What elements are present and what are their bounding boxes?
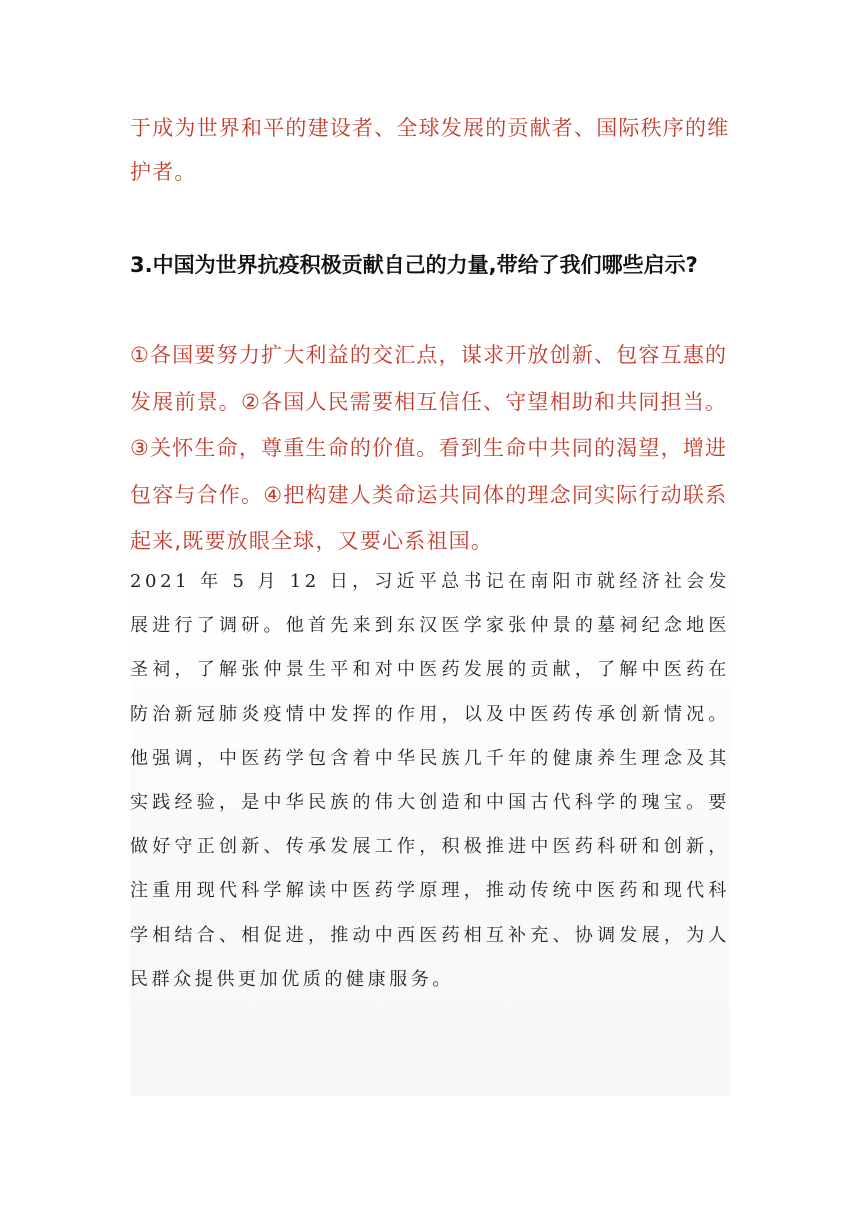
news-paragraph: 2021 年 5 月 12 日，习近平总书记在南阳市就经济社会发展进行了调研。他首先来到东汉医学家张仲景的墓祠纪念地医圣祠，了解张仲景生平和对中医药发展的贡献，了解中医药在防治新冠肺炎疫情中发挥的作用，以及中医药传承创新情况。他强调，中医药学包含着中华民族几千年的健康养生理念及其实践经验，是中华民族的伟大创造和中国古代科学的瑰宝。要做好守正创新、传承发展工作，积极推进中医药科研和创新，注重用现代科学解读中医药学原理，推动传统中医药和现代科学相结合、相促进，推动中西医药相互补充、协调发展，为人民群众提供更加优质的健康服务。 xyxy=(130,571,730,990)
previous-answer-continuation: 于成为世界和平的建设者、全球发展的贡献者、国际秩序的维护者。 xyxy=(130,116,730,184)
answer-paragraph: ①各国要努力扩大利益的交汇点，谋求开放创新、包容互惠的发展前景。②各国人民需要相互信任、守望相助和共同担当。③关怀生命，尊重生命的价值。看到生命中共同的渴望，增进包容与合作。④把构建人类命运共同体的理念同实际行动联系起来,既要放眼全球，又要心系祖国。 xyxy=(130,343,728,553)
question-heading: 3.中国为世界抗疫积极贡献自己的力量,带给了我们哪些启示? xyxy=(130,253,698,277)
